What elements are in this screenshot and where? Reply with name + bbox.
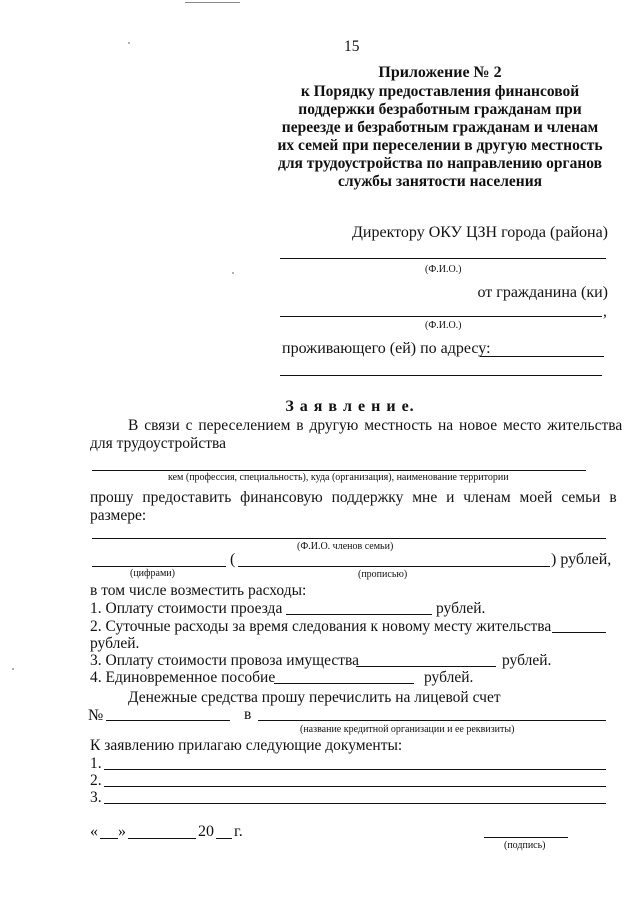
from-fio-line [280, 316, 602, 317]
item3-rubles: рублей. [502, 652, 552, 669]
header-line-1: к Порядку предоставления финансовой [300, 83, 580, 100]
request-line1: прошу предоставить финансовую поддержку мне и членам моей семьи в [90, 489, 617, 506]
item2-label: 2. Суточные расходы за время следования к новому месту жительства [90, 618, 552, 635]
open-paren: ( [230, 551, 236, 568]
doc-1-line [104, 769, 606, 770]
bank-line [258, 720, 606, 721]
item2-rubles: рублей. [90, 635, 140, 652]
attach-label: К заявлению прилагаю следующие документы: [90, 737, 403, 754]
date-year-line [216, 838, 232, 839]
request-line2: размере: [90, 507, 147, 524]
words-caption: (прописью) [358, 569, 408, 580]
item4-rubles: рублей. [424, 669, 474, 686]
date-month-line [128, 838, 196, 839]
para1-line2: для трудоустройства [90, 435, 226, 452]
address-line-1 [480, 356, 604, 357]
header-line-5: для трудоустройства по направлению органов [277, 155, 603, 172]
signature-caption: (подпись) [504, 840, 546, 851]
item2-amount-line [552, 632, 606, 633]
amount-digits-line [92, 566, 226, 567]
doc-3-number: 3. [90, 789, 102, 806]
scan-speck [12, 668, 14, 670]
whom-caption: кем (профессия, специальность), куда (организация), наименование территории [168, 472, 509, 483]
doc-3-line [104, 803, 606, 804]
header-line-3: переезде и безработным гражданам и членам [281, 119, 599, 136]
account-number-line [106, 720, 230, 721]
family-caption: (Ф.И.О. членов семьи) [297, 541, 394, 552]
account-no-symbol: № [88, 707, 104, 724]
from-citizen: от гражданина (ки) [477, 284, 608, 301]
date-quote-close: » [118, 823, 126, 840]
para1-line1: В связи с переселением в другую местность на новое место жительства [128, 417, 623, 434]
from-comma: , [603, 303, 607, 320]
doc-2-number: 2. [90, 772, 102, 789]
doc-2-line [104, 786, 606, 787]
date-year-suffix: г. [234, 823, 243, 840]
including-label: в том числе возместить расходы: [90, 582, 307, 599]
item3-label: 3. Оплату стоимости провоза имущества [90, 652, 359, 669]
header-line-6: службы занятости населения [337, 173, 543, 190]
page-number: 15 [344, 38, 360, 55]
address-line-2 [280, 375, 602, 376]
item4-label: 4. Единовременное пособие [90, 669, 276, 686]
whom-line [92, 470, 586, 471]
digits-caption: (цифрами) [130, 568, 175, 579]
item1-label: 1. Оплату стоимости проезда [90, 600, 283, 617]
scan-speck [128, 42, 130, 44]
bank-caption: (название кредитной организации и ее реквизиты) [300, 724, 515, 735]
fio-caption-2: (Ф.И.О.) [425, 320, 462, 331]
item4-amount-line [274, 683, 414, 684]
family-line [92, 538, 606, 539]
addressee-fio-line [280, 258, 606, 259]
item3-amount-line [356, 666, 496, 667]
transfer-label: Денежные средства прошу перечислить на лицевой счет [128, 689, 501, 706]
statement-title: З а я в л е н и е. [285, 398, 415, 415]
item1-rubles: рублей. [436, 600, 486, 617]
date-year-prefix: 20 [198, 823, 214, 840]
in-label: в [244, 706, 252, 723]
header-line-4: их семей при переселении в другую местность [277, 137, 603, 154]
date-day-line [100, 838, 118, 839]
signature-line [484, 837, 568, 838]
doc-1-number: 1. [90, 755, 102, 772]
scan-speck [232, 272, 234, 274]
item1-amount-line [286, 614, 432, 615]
amount-words-line [238, 566, 550, 567]
rubles-close: ) рублей, [551, 551, 612, 568]
fio-caption-1: (Ф.И.О.) [425, 264, 462, 275]
living-at-label: проживающего (ей) по адресу: [282, 340, 491, 357]
addressee-director: Директору ОКУ ЦЗН города (района) [352, 224, 608, 241]
appendix-title: Приложение № 2 [378, 64, 502, 81]
date-quote-open: « [90, 823, 98, 840]
header-line-2: поддержки безработным гражданам при [298, 101, 582, 118]
scan-mark [185, 2, 240, 3]
